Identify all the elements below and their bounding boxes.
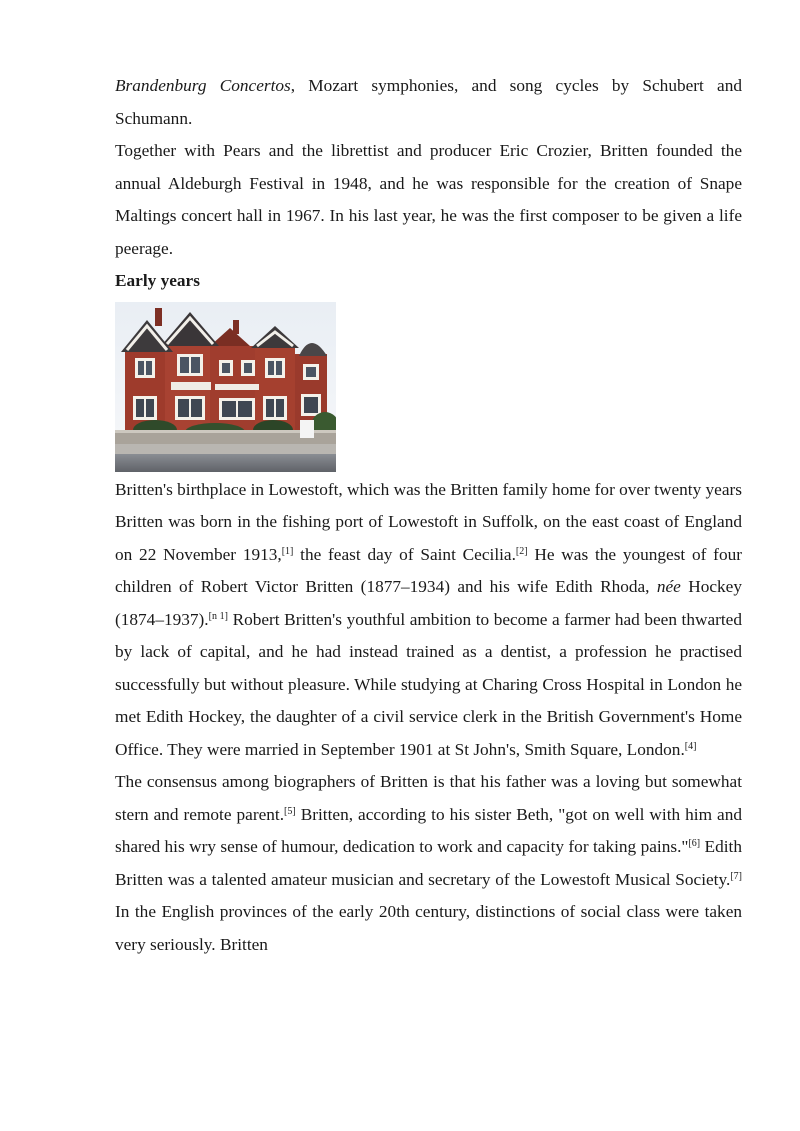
note-link[interactable]: [n 1] bbox=[208, 610, 229, 622]
paragraph-aldeburgh: Together with Pears and the librettist and producer Eric Crozier, Britten founded the annual Aldeburgh Festival in 1948, and he was responsible for the creation of Snape Maltings concert hall in 1967. In his last year, he was the first composer to be given a life peerage. bbox=[115, 141, 742, 258]
birthplace-photo bbox=[115, 302, 336, 472]
citation-link[interactable]: [2] bbox=[515, 545, 528, 557]
citation-link[interactable]: [7] bbox=[730, 870, 742, 882]
paragraph-repertoire: Brandenburg Concertos, Mozart symphonies, and song cycles by Schubert and Schumann. bbox=[115, 76, 742, 128]
paragraph-parents: The consensus among biographers of Britten is that his father was a loving but somewhat stern and remote parent.[5] Britten, according to his sister Beth, "got on well with him and shared his wry sense of humour, dedication to work and capacity for taking pains."[6] Edith Britten was a talented amateur musician and secretary of the Lowestoft Musical Society.[7] In the English provinces of the early 20th century, distinctions of social class were taken very seriously. Britten bbox=[115, 772, 743, 954]
figure-caption: Britten's birthplace in Lowestoft, which was the Britten family home for over twenty years bbox=[115, 479, 742, 499]
document-page bbox=[115, 70, 742, 961]
house-photo-image bbox=[115, 302, 336, 472]
paragraph-birth: Britten was born in the fishing port of Lowestoft in Suffolk, on the east coast of England on 22 November 1913,[1] the feast day of Saint Cecilia.[2] He was the youngest of four children of Robert Victor Britten (1877–1934) and his wife Edith Rhoda, née Hockey (1874–1937).[n 1] Robert Britten's youthful ambition to become a farmer had been thwarted by lack of capital, and he had instead trained as a dentist, a profession he practised successfully but without pleasure. While studying at Charing Cross Hospital in London he met Edith Hockey, the daughter of a civil service clerk in the British Government's Home Office. They were married in September 1901 at St John's, Smith Square, London.[4] bbox=[115, 512, 742, 759]
citation-link[interactable]: [6] bbox=[688, 838, 701, 849]
work-title: Brandenburg Concertos bbox=[115, 76, 291, 95]
citation-link[interactable]: [5] bbox=[284, 805, 296, 817]
citation-link[interactable]: [1] bbox=[281, 545, 294, 557]
citation-link[interactable]: [4] bbox=[684, 740, 697, 752]
section-heading: Early years bbox=[115, 271, 200, 290]
